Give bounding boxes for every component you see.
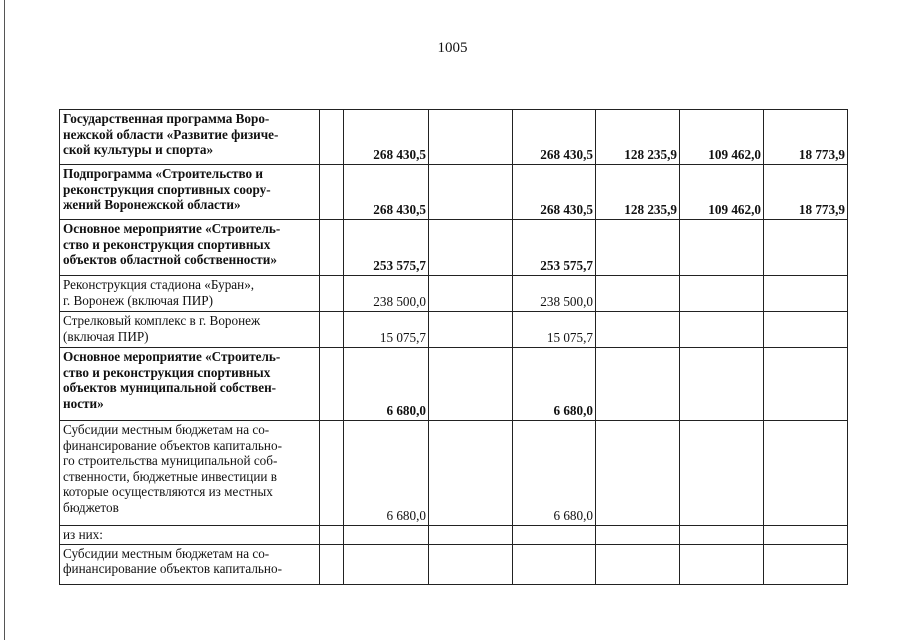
row-label: из них: [60,526,320,545]
value-cell-col-5 [596,276,680,312]
value-cell-col-1 [320,526,344,545]
value-cell-col-1 [320,544,344,584]
value-cell-col-3 [429,276,513,312]
table-row [60,421,848,526]
value-cell-col-5: 128 235,9 [596,165,680,220]
value-cell-col-1 [320,312,344,348]
page-edge-line [4,0,5,640]
value-cell-col-7 [764,220,848,276]
value-cell-col-1 [320,220,344,276]
row-label: Подпрограмма «Строительство и реконструкция спортивных соору- жений Воронежской области» [60,165,320,220]
value-cell-col-7 [764,544,848,584]
value-cell-col-1 [320,421,344,526]
value-cell-col-2: 6 680,0 [344,348,429,421]
value-cell-col-4: 238 500,0 [513,276,596,312]
value-cell-col-6: 109 462,0 [680,110,764,165]
row-label: Стрелковый комплекс в г. Воронеж (включая ПИР) [60,312,320,348]
table-row [60,526,848,545]
row-label: Государственная программа Воро- нежской области «Развитие физиче- ской культуры и спорта» [60,110,320,165]
value-cell-col-6 [680,220,764,276]
value-cell-col-2: 6 680,0 [344,421,429,526]
value-cell-col-1 [320,348,344,421]
value-cell-col-6 [680,312,764,348]
value-cell-col-5 [596,544,680,584]
row-label: Основное мероприятие «Строитель- ство и реконструкция спортивных объектов муниципальной собствен- ности» [60,348,320,421]
value-cell-col-2: 253 575,7 [344,220,429,276]
value-cell-col-2: 268 430,5 [344,165,429,220]
value-cell-col-7: 18 773,9 [764,165,848,220]
value-cell-col-5 [596,312,680,348]
value-cell-col-2: 15 075,7 [344,312,429,348]
value-cell-col-5 [596,421,680,526]
value-cell-col-4 [513,526,596,545]
value-cell-col-7: 18 773,9 [764,110,848,165]
page-number: 1005 [437,40,468,56]
value-cell-col-2 [344,526,429,545]
value-cell-col-6 [680,276,764,312]
value-cell-col-6 [680,526,764,545]
value-cell-col-7 [764,276,848,312]
value-cell-col-7 [764,312,848,348]
value-cell-col-6: 109 462,0 [680,165,764,220]
value-cell-col-7 [764,526,848,545]
table-row [60,165,848,220]
table-row [60,220,848,276]
value-cell-col-4: 15 075,7 [513,312,596,348]
value-cell-col-3 [429,110,513,165]
value-cell-col-3 [429,220,513,276]
value-cell-col-5 [596,526,680,545]
value-cell-col-1 [320,110,344,165]
row-label: Субсидии местным бюджетам на со- финансирование объектов капитально- [60,544,320,584]
value-cell-col-4: 253 575,7 [513,220,596,276]
value-cell-col-3 [429,421,513,526]
row-label: Реконструкция стадиона «Буран», г. Воронеж (включая ПИР) [60,276,320,312]
value-cell-col-4: 268 430,5 [513,165,596,220]
table-row [60,110,848,165]
value-cell-col-1 [320,165,344,220]
row-label: Основное мероприятие «Строитель- ство и реконструкция спортивных объектов областной собственности» [60,220,320,276]
row-label: Субсидии местным бюджетам на со- финансирование объектов капитально- го строительства муниципальной соб- ственности, бюджетные инвестиции в которые осуществляются из местных бюджетов [60,421,320,526]
value-cell-col-6 [680,544,764,584]
value-cell-col-2: 268 430,5 [344,110,429,165]
value-cell-col-1 [320,276,344,312]
table-row [60,312,848,348]
value-cell-col-4: 268 430,5 [513,110,596,165]
value-cell-col-3 [429,165,513,220]
value-cell-col-4: 6 680,0 [513,421,596,526]
value-cell-col-2 [344,544,429,584]
value-cell-col-7 [764,348,848,421]
value-cell-col-4 [513,544,596,584]
value-cell-col-5 [596,220,680,276]
value-cell-col-3 [429,544,513,584]
value-cell-col-3 [429,348,513,421]
table-row [60,276,848,312]
budget-table [59,109,848,585]
table-row [60,544,848,584]
budget-table-body [60,110,848,585]
value-cell-col-3 [429,312,513,348]
value-cell-col-7 [764,421,848,526]
value-cell-col-5: 128 235,9 [596,110,680,165]
value-cell-col-6 [680,348,764,421]
value-cell-col-4: 6 680,0 [513,348,596,421]
value-cell-col-5 [596,348,680,421]
table-row [60,348,848,421]
value-cell-col-3 [429,526,513,545]
value-cell-col-6 [680,421,764,526]
value-cell-col-2: 238 500,0 [344,276,429,312]
